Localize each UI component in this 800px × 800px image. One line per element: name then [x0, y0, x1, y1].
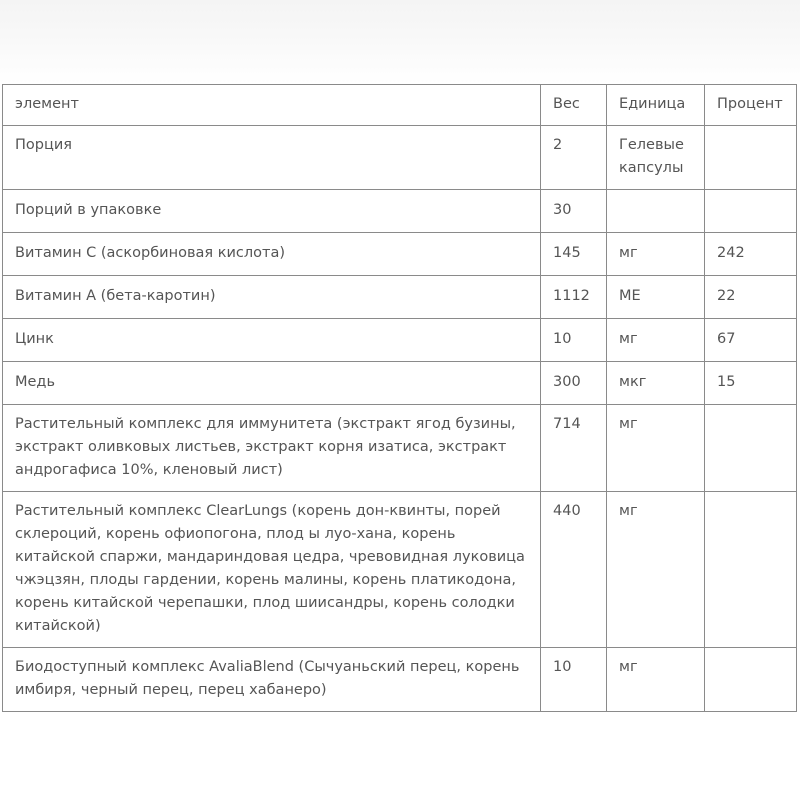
cell-weight: 714: [541, 405, 607, 492]
cell-unit: мг: [607, 233, 705, 276]
cell-weight: 10: [541, 319, 607, 362]
table-row: [3, 492, 797, 648]
table-row: [3, 190, 797, 233]
cell-unit: мг: [607, 492, 705, 648]
cell-unit: мг: [607, 319, 705, 362]
cell-name: Витамин С (аскорбиновая кислота): [3, 233, 541, 276]
cell-name: Биодоступный комплекс AvaliaBlend (Сычуаньский перец, корень имбиря, черный перец, перец хабанеро): [3, 648, 541, 712]
cell-weight: 145: [541, 233, 607, 276]
cell-name: Растительный комплекс для иммунитета (экстракт ягод бузины, экстракт оливковых листьев, экстракт корня изатиса, экстракт андрогафиса 10%, кленовый лист): [3, 405, 541, 492]
cell-percent: [705, 648, 797, 712]
table-row: [3, 648, 797, 712]
cell-name: Витамин А (бета-каротин): [3, 276, 541, 319]
header-weight: Вес: [541, 85, 607, 126]
table-row: [3, 233, 797, 276]
cell-unit: мкг: [607, 362, 705, 405]
header-element: элемент: [3, 85, 541, 126]
cell-percent: [705, 405, 797, 492]
cell-percent: 22: [705, 276, 797, 319]
cell-name: Растительный комплекс ClearLungs (корень дон-квинты, порей склероций, корень офиопогона, плод ы луо-хана, корень китайской спаржи, мандариндовая цедра, чревовидная луковица чжэцзян, плоды гардении, корень малины, корень платикодона, корень китайской черепашки, плод шиисандры, корень солодки китайской): [3, 492, 541, 648]
cell-percent: [705, 492, 797, 648]
header-percent: Процент: [705, 85, 797, 126]
cell-unit: Гелевые капсулы: [607, 126, 705, 190]
cell-unit: [607, 190, 705, 233]
table-row: [3, 319, 797, 362]
supplement-facts-table: [2, 84, 797, 712]
table-header-row: [3, 85, 797, 126]
cell-weight: 30: [541, 190, 607, 233]
table-row: [3, 126, 797, 190]
cell-percent: [705, 126, 797, 190]
cell-name: Порций в упаковке: [3, 190, 541, 233]
cell-name: Медь: [3, 362, 541, 405]
cell-name: Порция: [3, 126, 541, 190]
blurred-header-area: [0, 0, 800, 84]
cell-unit: мг: [607, 648, 705, 712]
cell-weight: 10: [541, 648, 607, 712]
cell-unit: МЕ: [607, 276, 705, 319]
table-row: [3, 405, 797, 492]
cell-weight: 1112: [541, 276, 607, 319]
cell-percent: 15: [705, 362, 797, 405]
cell-unit: мг: [607, 405, 705, 492]
table-row: [3, 362, 797, 405]
table-row: [3, 276, 797, 319]
cell-percent: [705, 190, 797, 233]
cell-percent: 242: [705, 233, 797, 276]
cell-weight: 300: [541, 362, 607, 405]
header-unit: Единица: [607, 85, 705, 126]
cell-name: Цинк: [3, 319, 541, 362]
cell-weight: 2: [541, 126, 607, 190]
cell-weight: 440: [541, 492, 607, 648]
cell-percent: 67: [705, 319, 797, 362]
